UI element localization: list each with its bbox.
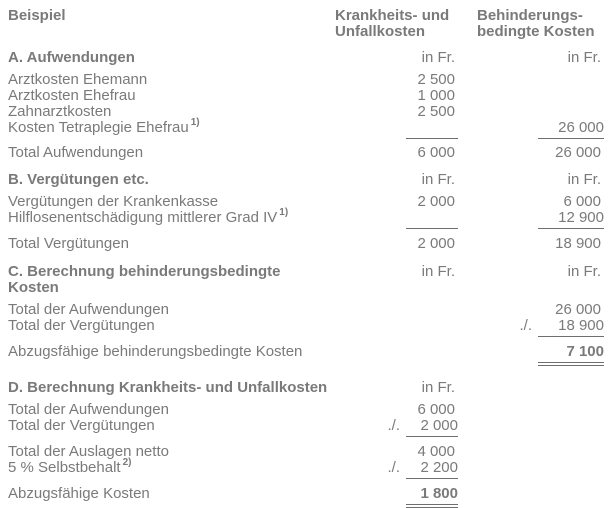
table-row bbox=[8, 194, 614, 210]
table-header-row bbox=[8, 8, 614, 40]
col2-value: 1 000 bbox=[417, 87, 455, 104]
unit-label: in Fr. bbox=[421, 263, 455, 280]
row-label: Total der Aufwendungen bbox=[8, 401, 169, 418]
table-row bbox=[8, 117, 614, 136]
col3-value: 18 900 bbox=[555, 235, 601, 252]
table-row bbox=[8, 72, 614, 88]
section-title: D. Berechnung Krankheits- und Unfallkosten bbox=[8, 379, 328, 396]
col2-value: 6 000 bbox=[417, 401, 455, 418]
deduction-prefix: ./. bbox=[519, 317, 532, 334]
section-title: C. Berechnung behinderungsbedingte Kosten bbox=[8, 263, 281, 296]
deduction-prefix: ./. bbox=[387, 417, 400, 434]
header-col3-line1: Behinderungs- bbox=[477, 7, 583, 24]
row-label: Zahnarztkosten bbox=[8, 103, 112, 120]
row-label: Total Aufwendungen bbox=[8, 144, 144, 161]
col2-value: 2 000 bbox=[406, 418, 458, 437]
table-row bbox=[8, 402, 614, 418]
footnote-marker: 1) bbox=[279, 207, 289, 218]
total-row bbox=[8, 236, 614, 252]
result-value: 1 800 bbox=[406, 486, 458, 505]
row-label: Arztkosten Ehemann bbox=[8, 71, 148, 88]
row-label: Total Vergütungen bbox=[8, 235, 129, 252]
unit-label: in Fr. bbox=[567, 171, 601, 188]
total-row bbox=[8, 145, 614, 161]
table-row bbox=[8, 104, 614, 120]
header-behinderungsbedingte-kosten bbox=[455, 8, 614, 40]
row-label: Total der Auslagen netto bbox=[8, 443, 169, 460]
section-d-title-row bbox=[8, 380, 614, 396]
col2-value: 2 000 bbox=[417, 235, 455, 252]
result-row bbox=[8, 344, 614, 360]
section-title: A. Aufwendungen bbox=[8, 49, 135, 66]
col3-value: 18 900 bbox=[538, 318, 604, 337]
subtotal-rule bbox=[406, 210, 458, 229]
unit-label: in Fr. bbox=[567, 263, 601, 280]
row-label: Vergütungen der Krankenkasse bbox=[8, 193, 219, 210]
col3-value: 12 900 bbox=[538, 210, 604, 229]
row-label: Total der Aufwendungen bbox=[8, 301, 169, 318]
subtotal-rule bbox=[406, 120, 458, 139]
section-c-title-row bbox=[8, 264, 614, 296]
section-a-title-row bbox=[8, 50, 614, 66]
table-row bbox=[8, 457, 614, 476]
col2-value: 6 000 bbox=[417, 144, 455, 161]
deduction-prefix: ./. bbox=[387, 459, 400, 476]
col2-value: 2 000 bbox=[417, 193, 455, 210]
table-row bbox=[8, 88, 614, 104]
unit-label: in Fr. bbox=[567, 49, 601, 66]
col2-value: 2 500 bbox=[417, 71, 455, 88]
unit-label: in Fr. bbox=[421, 49, 455, 66]
row-label: Total der Vergütungen bbox=[8, 417, 155, 434]
result-value: 7 100 bbox=[538, 344, 604, 363]
row-label: Hilflosenentschädigung mittlerer Grad IV $^{1)}$ bbox=[8, 207, 289, 226]
header-beispiel: Beispiel bbox=[8, 7, 66, 24]
header-col2-line2: Unfallkosten bbox=[335, 23, 426, 40]
unit-label: in Fr. bbox=[421, 379, 455, 396]
footnote-marker: 1) bbox=[190, 117, 200, 128]
section-b-title-row bbox=[8, 172, 614, 188]
col2-value: 2 200 bbox=[406, 460, 458, 479]
table-row bbox=[8, 318, 614, 334]
unit-label: in Fr. bbox=[421, 171, 455, 188]
col3-value: 26 000 bbox=[555, 301, 601, 318]
table-row bbox=[8, 418, 614, 434]
col3-value: 26 000 bbox=[538, 120, 604, 139]
footnote-marker: 2) bbox=[122, 457, 132, 468]
row-label: Kosten Tetraplegie Ehefrau $^{1)}$ bbox=[8, 117, 200, 136]
row-label: Total der Vergütungen bbox=[8, 317, 155, 334]
col2-value: 2 500 bbox=[417, 103, 455, 120]
row-label: Abzugsfähige Kosten bbox=[8, 485, 150, 502]
header-krankheits-unfallkosten bbox=[335, 8, 455, 40]
section-title: B. Vergütungen etc. bbox=[8, 171, 149, 188]
header-col3-line2: bedingte Kosten bbox=[477, 23, 595, 40]
header-col2-line1: Krankheits- und bbox=[335, 7, 450, 24]
col3-value: 6 000 bbox=[563, 193, 601, 210]
row-label: Abzugsfähige behinderungsbedingte Kosten bbox=[8, 343, 303, 360]
table-row bbox=[8, 302, 614, 318]
table-row bbox=[8, 207, 614, 226]
row-label: Arztkosten Ehefrau bbox=[8, 87, 136, 104]
calculation-table bbox=[8, 8, 614, 502]
col2-value: 4 000 bbox=[417, 443, 455, 460]
col3-value: 26 000 bbox=[555, 144, 601, 161]
result-row bbox=[8, 486, 614, 502]
row-label: 5 % Selbstbehalt $^{2)}$ bbox=[8, 457, 132, 476]
table-row bbox=[8, 444, 614, 460]
